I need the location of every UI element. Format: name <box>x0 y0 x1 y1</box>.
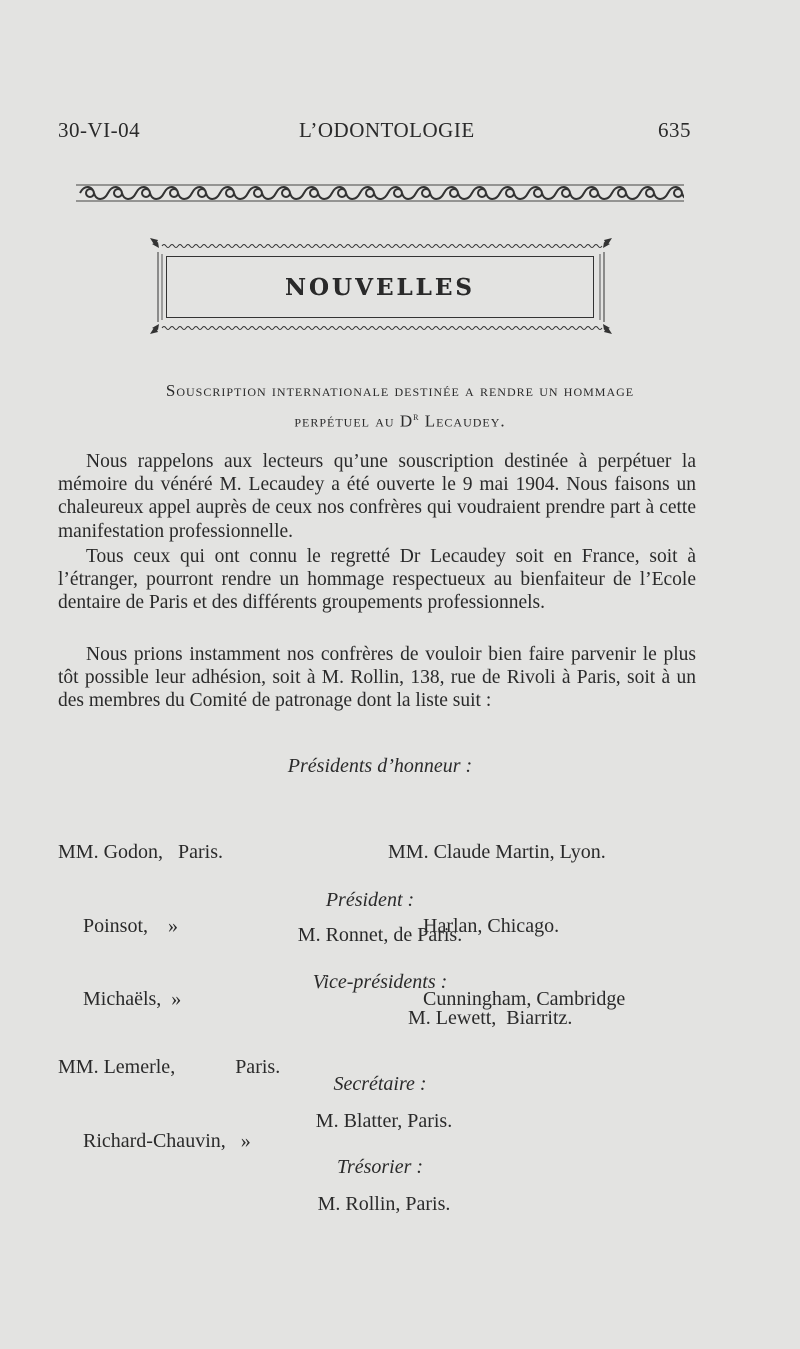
header-date: 30-VI-04 <box>58 118 141 142</box>
list-item: Michaëls, » <box>58 988 182 1010</box>
section-title: NOUVELLES <box>285 273 475 301</box>
subtitle-line-2: perpétuel au $D^r$ Lecaudey. <box>294 411 506 431</box>
honorary-presidents-right <box>388 791 625 1036</box>
honorary-presidents-heading: Présidents d’honneur : <box>287 755 473 777</box>
vice-presidents-heading: Vice-présidents : <box>312 971 448 993</box>
paragraph-3: Nous prions instamment nos confrères de vouloir bien faire parvenir le plus tôt possible leur adhésion, soit à M. Rollin, 138, rue de Rivoli à Paris, soit à un des membres du Comité de patronage dont la liste suit : <box>58 644 696 712</box>
vice-presidents-right: M. Lewett, Biarritz. <box>408 1007 573 1029</box>
header-journal-title: L’ODONTOLOGIE <box>299 118 475 142</box>
subtitle-line-1: Souscription internationale destinée a rendre un hommage <box>165 381 635 400</box>
ornament-scroll <box>80 187 684 199</box>
list-item: Richard-Chauvin, » <box>58 1129 251 1152</box>
honorary-presidents-left <box>58 791 223 1036</box>
page-number: 635 <box>658 118 691 142</box>
secretary-name: M. Blatter, Paris. <box>315 1110 453 1132</box>
ornamental-band <box>76 183 684 203</box>
secretary-heading: Secrétaire : <box>333 1073 427 1095</box>
article-subtitle <box>60 377 740 435</box>
section-title-box <box>166 256 594 318</box>
list-item: MM. Lemerle, Paris. <box>58 1056 281 1078</box>
president-heading: Président : <box>325 889 415 911</box>
list-item: MM. Claude Martin, Lyon. <box>388 841 606 863</box>
paragraph-1: Nous rappelons aux lecteurs qu’une souscription destinée à perpétuer la mémoire du vénéré M. Lecaudey a été ouverte le 9 mai 1904. Nous faisons un chaleureux appel auprès de ceux nos confrères qui voudraient prendre part à cette manifestation professionnelle. <box>58 451 696 542</box>
paragraph-2: Tous ceux qui ont connu le regretté Dr Lecaudey soit en France, soit à l’étranger, pourront rendre un hommage respectueux au bienfaiteur de l’Ecole dentaire de Paris et des différents groupements professionnels. <box>58 546 696 614</box>
treasurer-name: M. Rollin, Paris. <box>317 1193 451 1215</box>
president-name: M. Ronnet, de Paris. <box>297 924 463 946</box>
list-item: Harlan, Chicago. <box>388 914 560 937</box>
list-item: MM. Godon, Paris. <box>58 841 224 863</box>
treasurer-heading: Trésorier : <box>336 1156 424 1178</box>
list-item: Cunningham, Cambridge <box>388 988 626 1010</box>
list-item: Poinsot, » <box>58 914 179 937</box>
